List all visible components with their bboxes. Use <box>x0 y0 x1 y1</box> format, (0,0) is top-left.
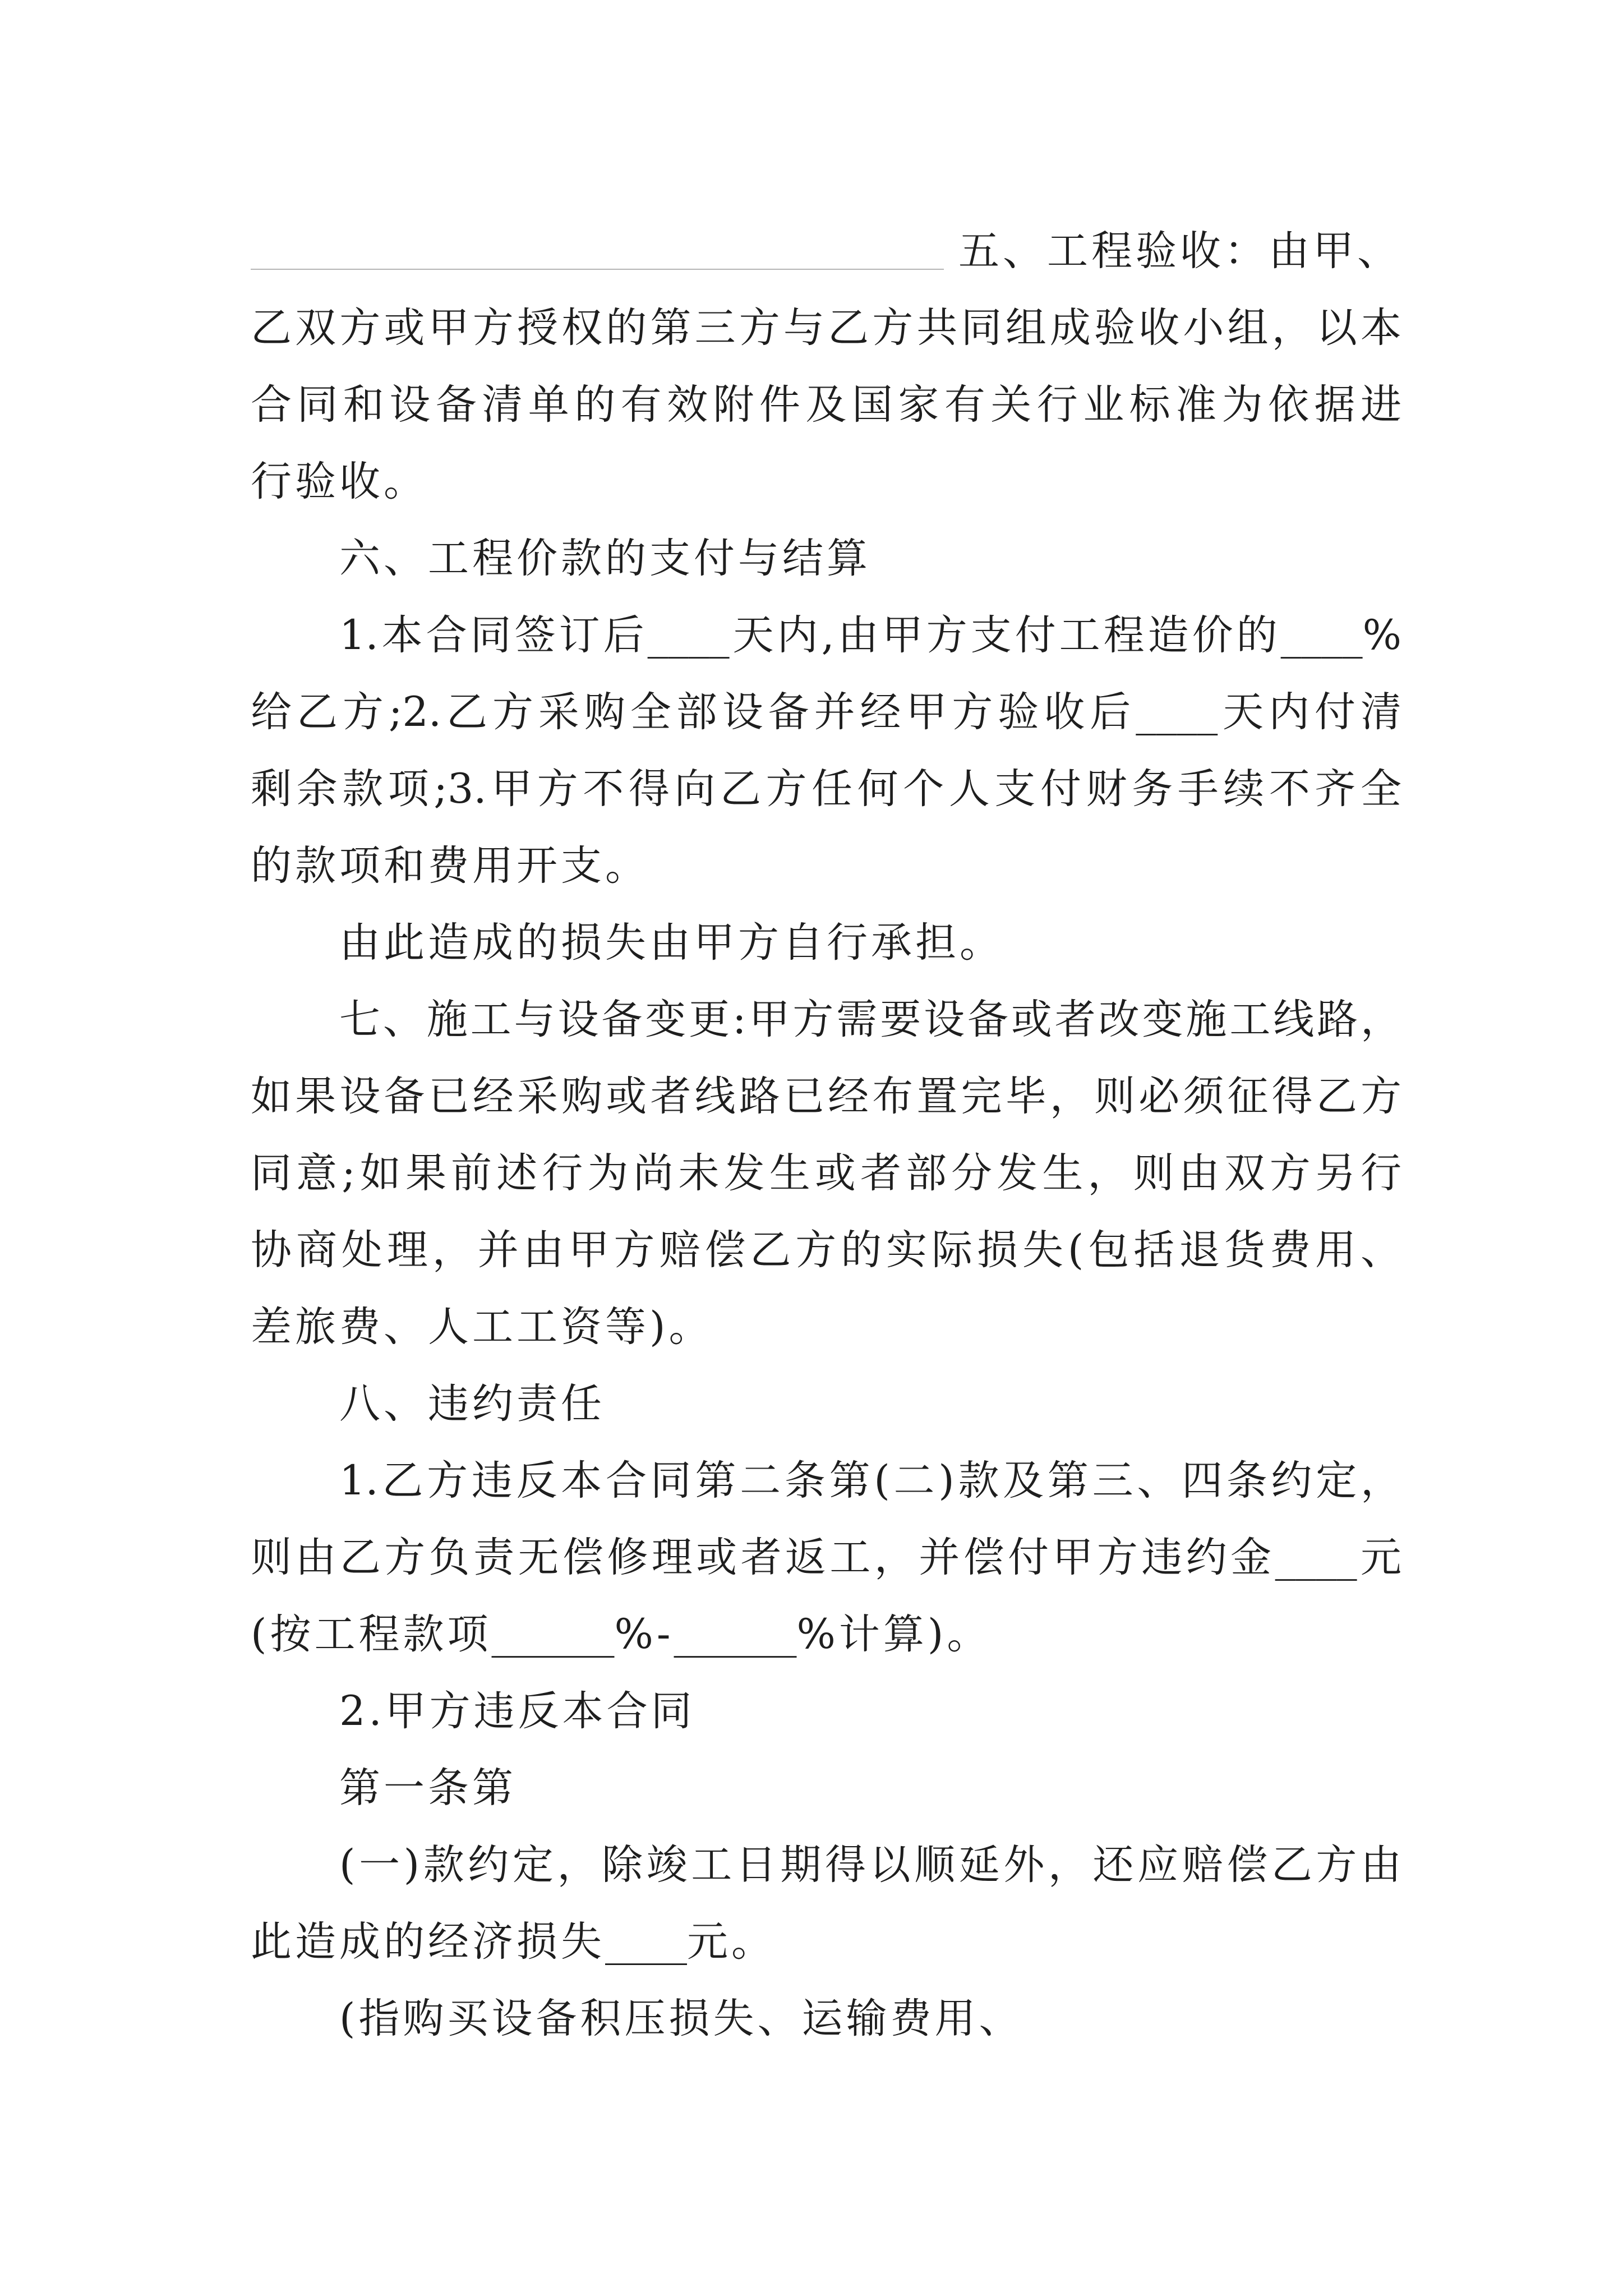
fill-in-blank: ______ <box>491 1611 615 1658</box>
paragraph-line: 由此造成的损失由甲方自行承担。 <box>339 919 1004 967</box>
paragraph-line: 行验收。 <box>251 458 428 505</box>
paragraph-line: 如果设备已经采购或者线路已经布置完毕，则必须征得乙方 <box>251 1073 1401 1120</box>
paragraph-line: 同意;如果前述行为尚未发生或者部分发生，则由双方另行 <box>251 1149 1401 1197</box>
paragraph-line: 协商处理，并由甲方赔偿乙方的实际损失(包括退货费用、 <box>251 1226 1401 1274</box>
paragraph-line: 2.甲方违反本合同 <box>339 1687 695 1735</box>
paragraph-line: 则由乙方负责无偿修理或者返工，并偿付甲方违约金____元 <box>251 1534 1401 1581</box>
paragraph-line: (一)款约定，除竣工日期得以顺延外，还应赔偿乙方由 <box>339 1841 1401 1889</box>
paragraph-line: 此造成的经济损失____元。 <box>251 1918 776 1966</box>
fill-in-blank: ____ <box>605 1918 687 1966</box>
fill-in-blank: ______ <box>674 1611 797 1658</box>
first-line <box>251 213 1401 289</box>
section-heading-breach: 八、违约责任 <box>339 1380 605 1428</box>
document-body <box>251 213 1401 2057</box>
paragraph-line: 剩余款项;3.甲方不得向乙方任何个人支付财务手续不齐全 <box>251 765 1401 813</box>
fill-in-blank-rule <box>251 269 944 270</box>
paragraph-line: 1.本合同签订后____天内,由甲方支付工程造价的____% <box>339 611 1401 659</box>
paragraph-line: 1.乙方违反本合同第二条第(二)款及第三、四条约定， <box>339 1457 1401 1504</box>
section-heading-payment: 六、工程价款的支付与结算 <box>339 535 871 582</box>
paragraph-line: (按工程款项______%-______%计算)。 <box>251 1611 992 1658</box>
section-heading-changes: 七、施工与设备变更:甲方需要设备或者改变施工线路， <box>339 996 1401 1043</box>
paragraph-line: 的款项和费用开支。 <box>251 842 649 890</box>
paragraph-line: 第一条第 <box>339 1764 517 1812</box>
paragraph-line: 合同和设备清单的有效附件及国家有关行业标准为依据进 <box>251 381 1401 429</box>
section-heading-acceptance: 五、工程验收：由甲、 <box>958 227 1401 275</box>
paragraph-line: 乙双方或甲方授权的第三方与乙方共同组成验收小组，以本 <box>251 304 1401 352</box>
paragraph-line: 差旅费、人工工资等)。 <box>251 1303 713 1351</box>
paragraph-line: (指购买设备积压损失、运输费用、 <box>339 1995 1023 2042</box>
paragraph-line: 给乙方;2.乙方采购全部设备并经甲方验收后____天内付清 <box>251 688 1401 736</box>
